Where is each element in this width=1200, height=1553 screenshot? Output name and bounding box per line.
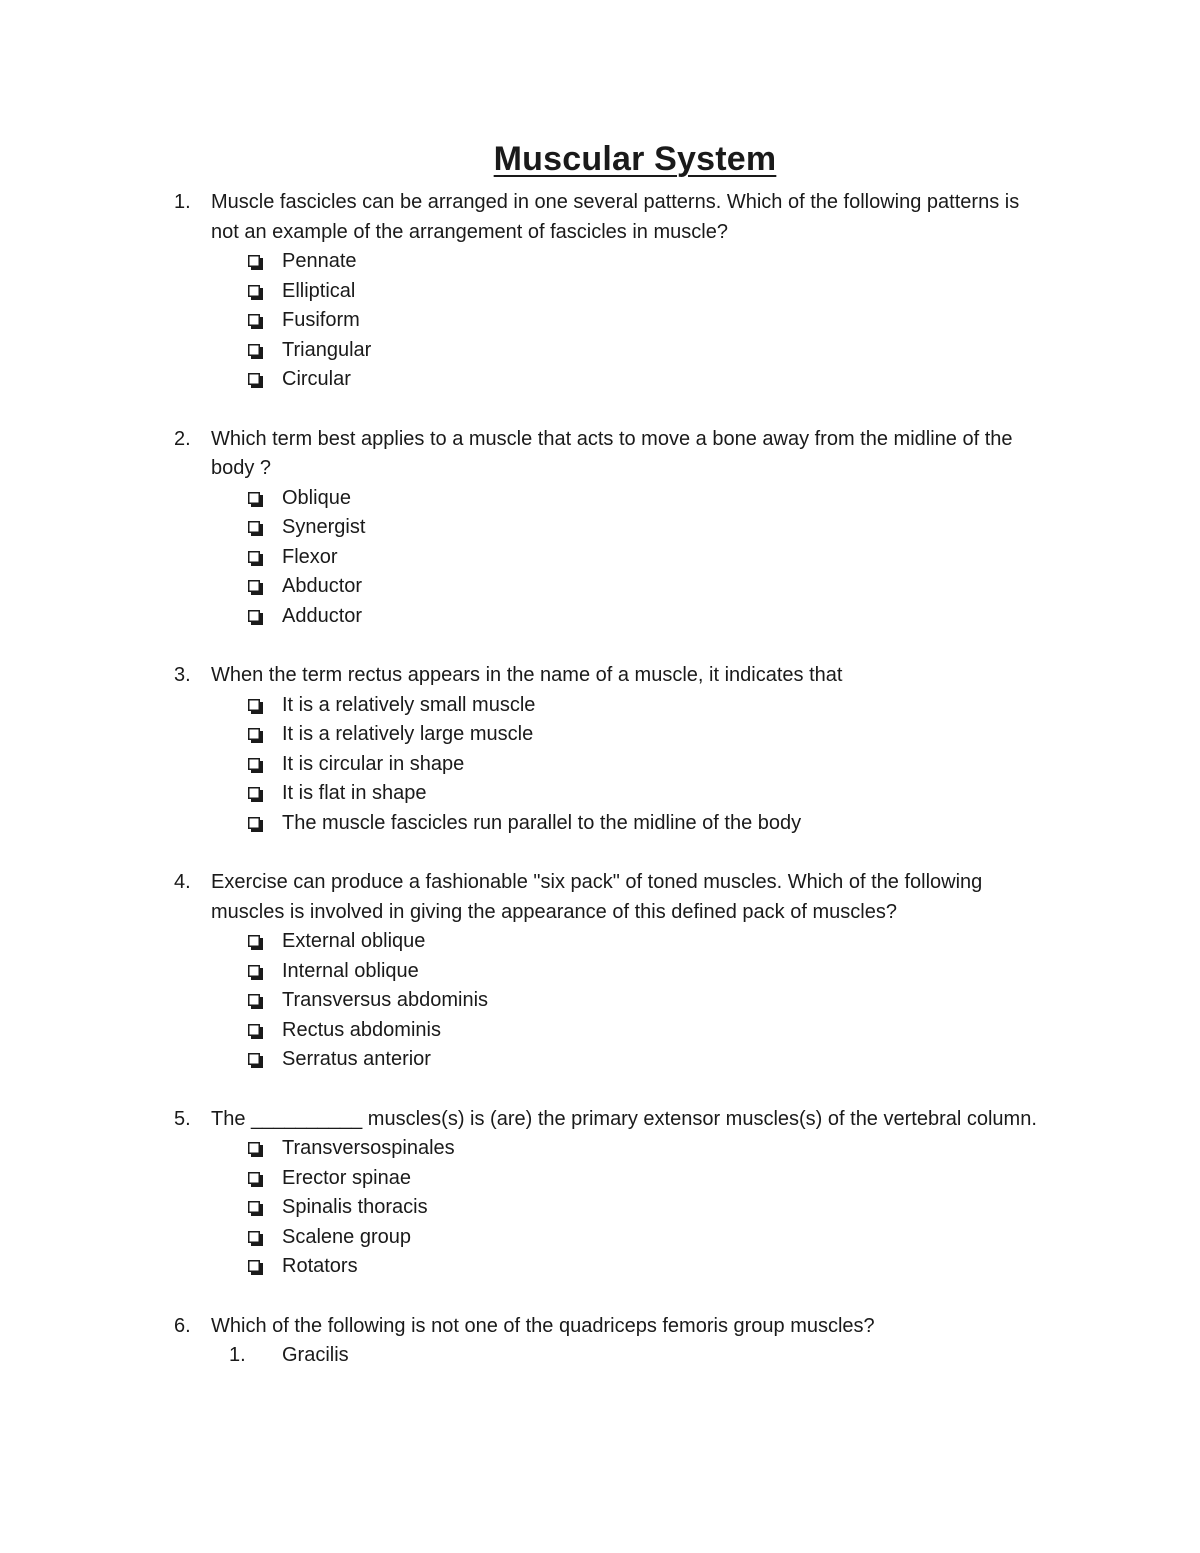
answer-option xyxy=(0,543,1200,573)
option-list xyxy=(0,1134,1200,1282)
answer-option-label: Serratus anterior xyxy=(282,1048,431,1070)
shadowed-checkbox-icon xyxy=(248,492,263,507)
answer-option xyxy=(0,277,1200,307)
answer-option xyxy=(0,691,1200,721)
shadowed-checkbox-icon xyxy=(248,314,263,329)
shadowed-checkbox-icon xyxy=(248,728,263,743)
answer-option-label: Rotators xyxy=(282,1255,358,1277)
answer-option xyxy=(0,602,1200,632)
shadowed-checkbox-icon xyxy=(248,1142,263,1157)
option-list xyxy=(0,1341,1200,1371)
shadowed-checkbox-icon xyxy=(248,521,263,536)
answer-option xyxy=(0,750,1200,780)
answer-option-label: Fusiform xyxy=(282,309,360,331)
page-title: Muscular System xyxy=(493,140,777,178)
option-list xyxy=(0,927,1200,1075)
option-list xyxy=(0,691,1200,839)
answer-option-label: Circular xyxy=(282,368,351,390)
answer-option xyxy=(0,1134,1200,1164)
shadowed-checkbox-icon xyxy=(248,551,263,566)
question-text: Muscle fascicles can be arranged in one several patterns. Which of the following patterns is not an example of the arrangement of fascicles in muscle? xyxy=(211,191,1020,243)
shadowed-checkbox-icon xyxy=(248,1231,263,1246)
answer-option-label: Erector spinae xyxy=(282,1166,411,1189)
answer-option xyxy=(0,1252,1200,1282)
question-text: Which of the following is not one of the quadriceps femoris group muscles? xyxy=(211,1314,875,1337)
question-text: The __________ muscles(s) is (are) the primary extensor muscles(s) of the vertebral column. xyxy=(211,1107,1037,1130)
answer-option xyxy=(0,572,1200,602)
question-number: 4. xyxy=(174,871,191,893)
answer-option-label: Flexor xyxy=(282,545,338,568)
shadowed-checkbox-icon xyxy=(248,965,263,980)
answer-option-label: It is a relatively small muscle xyxy=(282,693,536,716)
shadowed-checkbox-icon xyxy=(248,610,263,625)
answer-option xyxy=(0,484,1200,514)
shadowed-checkbox-icon xyxy=(248,1260,263,1275)
answer-option-label: Adductor xyxy=(282,604,363,627)
answer-option-label: Pennate xyxy=(282,250,357,272)
shadowed-checkbox-icon xyxy=(248,699,263,714)
shadowed-checkbox-icon xyxy=(248,1024,263,1039)
question-5 xyxy=(0,1105,1200,1282)
shadowed-checkbox-icon xyxy=(248,1201,263,1216)
shadowed-checkbox-icon xyxy=(248,935,263,950)
question-number: 5. xyxy=(174,1107,191,1130)
question-6 xyxy=(0,1312,1200,1371)
answer-option-label: Oblique xyxy=(282,486,351,509)
answer-option-label: External oblique xyxy=(282,930,426,952)
answer-option-label: Spinalis thoracis xyxy=(282,1196,428,1218)
answer-option-label: It is flat in shape xyxy=(282,782,427,804)
answer-option xyxy=(0,336,1200,366)
answer-option xyxy=(0,779,1200,809)
answer-option xyxy=(0,247,1200,277)
answer-option-label: Synergist xyxy=(282,516,366,538)
answer-option-label: The muscle fascicles run parallel to the midline of the body xyxy=(282,811,802,834)
shadowed-checkbox-icon xyxy=(248,373,263,388)
question-number: 2. xyxy=(174,427,191,450)
answer-option-number: 1. xyxy=(229,1344,246,1366)
question-text: Exercise can produce a fashionable "six pack" of toned muscles. Which of the following muscles is involved in giving the appearance of this defined pack of muscles? xyxy=(211,871,983,923)
shadowed-checkbox-icon xyxy=(248,787,263,802)
question-list xyxy=(0,188,1200,1401)
answer-option-label: It is a relatively large muscle xyxy=(282,723,534,745)
question-number: 3. xyxy=(174,664,191,686)
answer-option xyxy=(0,1016,1200,1046)
question-3 xyxy=(0,661,1200,838)
question-2 xyxy=(0,425,1200,632)
answer-option-label: Triangular xyxy=(282,338,372,361)
shadowed-checkbox-icon xyxy=(248,580,263,595)
question-1 xyxy=(0,188,1200,395)
question-number: 1. xyxy=(174,191,191,213)
answer-option xyxy=(0,1223,1200,1253)
shadowed-checkbox-icon xyxy=(248,758,263,773)
answer-option-label: Elliptical xyxy=(282,279,356,302)
answer-option-label: It is circular in shape xyxy=(282,752,465,775)
answer-option xyxy=(0,720,1200,750)
question-text: When the term rectus appears in the name of a muscle, it indicates that xyxy=(211,664,843,686)
answer-option xyxy=(0,957,1200,987)
answer-option xyxy=(0,927,1200,957)
shadowed-checkbox-icon xyxy=(248,285,263,300)
shadowed-checkbox-icon xyxy=(248,1053,263,1068)
shadowed-checkbox-icon xyxy=(248,344,263,359)
answer-option-label: Scalene group xyxy=(282,1225,411,1248)
shadowed-checkbox-icon xyxy=(248,994,263,1009)
answer-option-label: Rectus abdominis xyxy=(282,1018,441,1041)
answer-option xyxy=(0,306,1200,336)
answer-option xyxy=(0,1193,1200,1223)
answer-option xyxy=(0,365,1200,395)
answer-option-label: Internal oblique xyxy=(282,959,419,982)
answer-option-label: Transversospinales xyxy=(282,1137,455,1159)
answer-option xyxy=(0,513,1200,543)
option-list xyxy=(0,484,1200,632)
shadowed-checkbox-icon xyxy=(248,255,263,270)
option-list xyxy=(0,247,1200,395)
shadowed-checkbox-icon xyxy=(248,817,263,832)
shadowed-checkbox-icon xyxy=(248,1172,263,1187)
answer-option xyxy=(0,1341,1200,1371)
question-number: 6. xyxy=(174,1314,191,1337)
answer-option xyxy=(0,809,1200,839)
answer-option xyxy=(0,1164,1200,1194)
question-4 xyxy=(0,868,1200,1075)
answer-option-label: Gracilis xyxy=(282,1344,349,1366)
answer-option-label: Transversus abdominis xyxy=(282,989,489,1011)
answer-option-label: Abductor xyxy=(282,575,363,597)
question-text: Which term best applies to a muscle that acts to move a bone away from the midline of the body ? xyxy=(211,427,1013,479)
answer-option xyxy=(0,986,1200,1016)
answer-option xyxy=(0,1045,1200,1075)
